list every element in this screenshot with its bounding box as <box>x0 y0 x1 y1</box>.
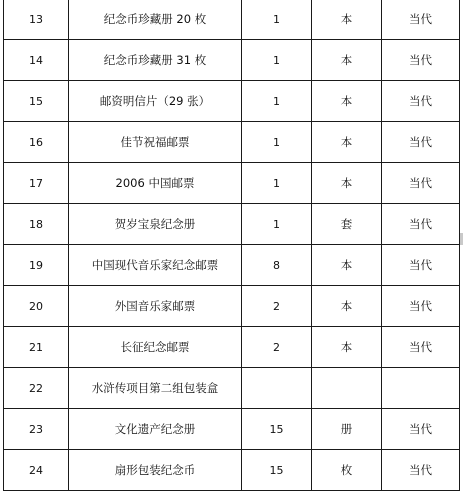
table-row <box>4 450 460 491</box>
cell-unit: 本 <box>312 81 382 122</box>
cell-quantity: 1 <box>242 81 312 122</box>
cell-quantity: 1 <box>242 163 312 204</box>
cell-number: 24 <box>4 450 69 491</box>
cell-quantity: 1 <box>242 204 312 245</box>
cell-quantity: 2 <box>242 286 312 327</box>
cell-quantity <box>242 368 312 409</box>
cell-quantity: 2 <box>242 327 312 368</box>
cell-item-name: 佳节祝福邮票 <box>69 122 242 163</box>
cell-item-name: 2006 中国邮票 <box>69 163 242 204</box>
cell-era: 当代 <box>382 163 460 204</box>
cell-item-name: 外国音乐家邮票 <box>69 286 242 327</box>
cell-number: 21 <box>4 327 69 368</box>
cell-era: 当代 <box>382 40 460 81</box>
cell-unit: 套 <box>312 204 382 245</box>
cell-quantity: 15 <box>242 409 312 450</box>
cell-item-name: 长征纪念邮票 <box>69 327 242 368</box>
cell-era: 当代 <box>382 327 460 368</box>
cell-unit: 枚 <box>312 450 382 491</box>
cell-number: 16 <box>4 122 69 163</box>
cell-unit: 本 <box>312 245 382 286</box>
cell-era: 当代 <box>382 245 460 286</box>
cell-era: 当代 <box>382 409 460 450</box>
cell-era: 当代 <box>382 286 460 327</box>
item-table-body <box>4 0 460 491</box>
cell-unit <box>312 368 382 409</box>
cell-number: 14 <box>4 40 69 81</box>
cell-item-name: 邮资明信片（29 张） <box>69 81 242 122</box>
cell-item-name: 贺岁宝泉纪念册 <box>69 204 242 245</box>
cell-number: 22 <box>4 368 69 409</box>
cell-quantity: 8 <box>242 245 312 286</box>
cell-unit: 本 <box>312 327 382 368</box>
table-row <box>4 0 460 40</box>
cell-number: 15 <box>4 81 69 122</box>
cell-quantity: 1 <box>242 122 312 163</box>
cell-item-name: 扇形包装纪念币 <box>69 450 242 491</box>
cell-quantity: 15 <box>242 450 312 491</box>
item-table-container <box>3 0 459 491</box>
cell-era: 当代 <box>382 0 460 40</box>
table-row <box>4 204 460 245</box>
table-row <box>4 81 460 122</box>
cell-unit: 册 <box>312 409 382 450</box>
cell-number: 23 <box>4 409 69 450</box>
cell-unit: 本 <box>312 122 382 163</box>
cell-item-name: 文化遗产纪念册 <box>69 409 242 450</box>
cell-number: 13 <box>4 0 69 40</box>
cell-item-name: 水浒传项目第二组包装盒 <box>69 368 242 409</box>
cell-item-name: 中国现代音乐家纪念邮票 <box>69 245 242 286</box>
cell-era: 当代 <box>382 450 460 491</box>
cell-era: 当代 <box>382 81 460 122</box>
item-table <box>3 0 460 491</box>
table-row <box>4 245 460 286</box>
table-row <box>4 327 460 368</box>
cell-unit: 本 <box>312 163 382 204</box>
cell-unit: 本 <box>312 286 382 327</box>
table-row <box>4 286 460 327</box>
table-row <box>4 368 460 409</box>
cell-number: 20 <box>4 286 69 327</box>
cell-era: 当代 <box>382 204 460 245</box>
table-row <box>4 409 460 450</box>
table-row <box>4 40 460 81</box>
cell-unit: 本 <box>312 0 382 40</box>
cell-era <box>382 368 460 409</box>
cell-number: 17 <box>4 163 69 204</box>
cell-item-name: 纪念币珍藏册 20 枚 <box>69 0 242 40</box>
cell-unit: 本 <box>312 40 382 81</box>
cell-number: 19 <box>4 245 69 286</box>
table-row <box>4 163 460 204</box>
cell-era: 当代 <box>382 122 460 163</box>
cell-number: 18 <box>4 204 69 245</box>
cell-quantity: 1 <box>242 0 312 40</box>
cell-quantity: 1 <box>242 40 312 81</box>
cell-item-name: 纪念币珍藏册 31 枚 <box>69 40 242 81</box>
table-row <box>4 122 460 163</box>
